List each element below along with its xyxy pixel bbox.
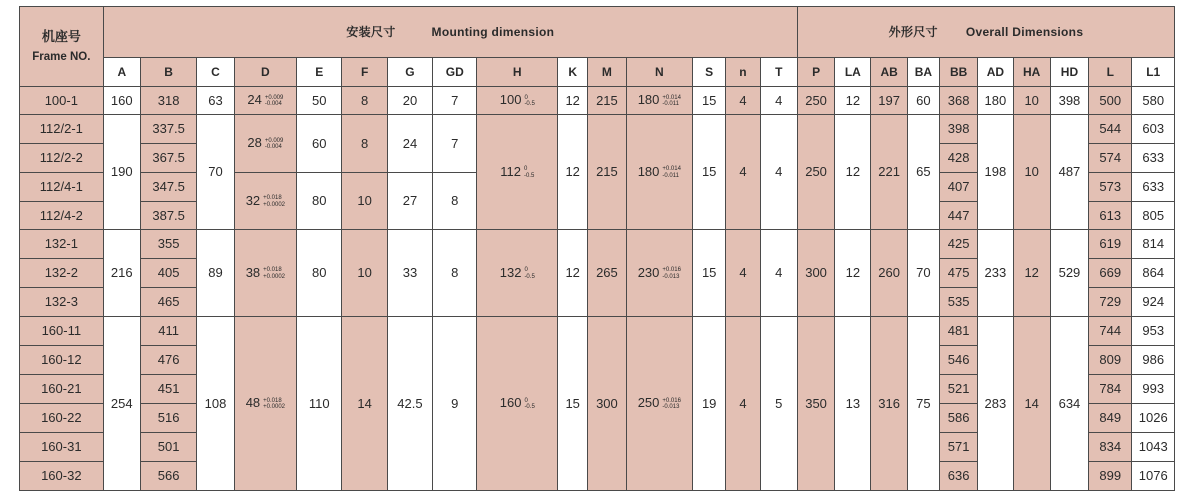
col-header: HA [1013, 58, 1050, 87]
cell-G: 24 [387, 115, 432, 173]
col-header: E [297, 58, 342, 87]
cell-BB: 535 [939, 288, 977, 317]
cell-M: 300 [588, 317, 626, 491]
n-value: 230 [637, 264, 660, 280]
cell-L: 574 [1089, 144, 1132, 173]
frame-cell: 160-11 [20, 317, 104, 346]
cell-GD: 7 [433, 87, 477, 115]
cell-P: 350 [797, 317, 834, 491]
table-row [20, 87, 1175, 115]
d-value: 24 [247, 92, 262, 108]
tol-lower: +0.0002 [263, 404, 286, 411]
table-row [20, 230, 1175, 259]
cell-K: 12 [558, 115, 588, 230]
h-value: 100 [499, 92, 522, 108]
cell-E: 50 [297, 87, 342, 115]
cell-BB: 571 [939, 433, 977, 462]
h-tolerance [524, 95, 534, 108]
cell-B: 516 [140, 404, 196, 433]
cell-S: 15 [693, 230, 726, 317]
tol-upper: +0.018 [263, 397, 282, 404]
cell-D [234, 317, 296, 491]
cell-A: 190 [103, 115, 140, 230]
frame-cell: 112/4-2 [20, 202, 104, 230]
cell-D [234, 87, 296, 115]
cell-C: 63 [197, 87, 234, 115]
d-tolerance [263, 398, 285, 411]
cell-H [477, 230, 558, 317]
cell-BA: 70 [907, 230, 939, 317]
cell-L: 809 [1089, 346, 1132, 375]
cell-HD: 529 [1050, 230, 1088, 317]
cell-D [234, 115, 296, 173]
tol-upper: 0 [523, 166, 528, 173]
col-header: S [693, 58, 726, 87]
cell-B: 501 [140, 433, 196, 462]
cell-B: 411 [140, 317, 196, 346]
cell-L: 613 [1089, 202, 1132, 230]
frame-header-cell [20, 7, 104, 87]
col-header: L [1089, 58, 1132, 87]
tol-upper: 0 [524, 397, 528, 404]
cell-AB: 260 [871, 230, 907, 317]
cell-M: 265 [588, 230, 626, 317]
cell-N [626, 115, 693, 230]
cell-BB: 475 [939, 259, 977, 288]
col-header: AD [978, 58, 1013, 87]
tol-lower: -0.004 [264, 101, 282, 108]
cell-L: 729 [1089, 288, 1132, 317]
cell-G: 20 [387, 87, 432, 115]
cell-GD: 8 [433, 230, 477, 317]
cell-HD: 634 [1050, 317, 1088, 491]
cell-F: 10 [342, 230, 387, 317]
cell-AB: 316 [871, 317, 907, 491]
cell-S: 15 [693, 115, 726, 230]
tol-lower: +0.0002 [263, 201, 286, 208]
tol-upper: +0.018 [263, 267, 282, 274]
cell-L: 899 [1089, 462, 1132, 491]
overall-header-cn: 外形尺寸 [888, 25, 938, 39]
frame-cell: 132-3 [20, 288, 104, 317]
col-header: GD [433, 58, 477, 87]
cell-L: 573 [1089, 173, 1132, 202]
cell-S: 15 [693, 87, 726, 115]
d-tolerance [263, 195, 285, 208]
cell-HA: 12 [1013, 230, 1050, 317]
cell-AD: 233 [978, 230, 1013, 317]
tol-lower: -0.5 [524, 101, 535, 108]
cell-E: 110 [297, 317, 342, 491]
cell-B: 318 [140, 87, 196, 115]
cell-BB: 428 [939, 144, 977, 173]
col-header: M [588, 58, 626, 87]
cell-HA: 10 [1013, 87, 1050, 115]
cell-K: 15 [558, 317, 588, 491]
col-header: K [558, 58, 588, 87]
cell-L1: 1026 [1132, 404, 1175, 433]
mounting-header-en: Mounting dimension [431, 25, 555, 39]
tol-upper: +0.014 [662, 94, 681, 101]
cell-AD: 198 [978, 115, 1013, 230]
col-header: C [197, 58, 234, 87]
col-header: AB [871, 58, 907, 87]
cell-G: 42.5 [387, 317, 432, 491]
col-header: F [342, 58, 387, 87]
cell-BB: 447 [939, 202, 977, 230]
cell-L1: 805 [1132, 202, 1175, 230]
cell-AD: 283 [978, 317, 1013, 491]
cell-L1: 580 [1132, 87, 1175, 115]
h-tolerance [524, 398, 534, 411]
cell-B: 337.5 [140, 115, 196, 144]
cell-GD: 7 [433, 115, 477, 173]
cell-BA: 65 [907, 115, 939, 230]
h-value: 132 [499, 264, 522, 280]
frame-cell: 160-31 [20, 433, 104, 462]
tol-lower: -0.5 [524, 404, 535, 411]
cell-BA: 75 [907, 317, 939, 491]
tol-lower: -0.011 [662, 101, 679, 108]
cell-P: 250 [797, 115, 834, 230]
cell-H [477, 115, 558, 230]
cell-G: 27 [387, 173, 432, 230]
cell-C: 89 [197, 230, 234, 317]
cell-HD: 487 [1050, 115, 1088, 230]
col-header: A [103, 58, 140, 87]
d-tolerance [265, 95, 284, 108]
cell-A: 216 [103, 230, 140, 317]
frame-cell: 100-1 [20, 87, 104, 115]
n-tolerance [662, 95, 681, 108]
cell-G: 33 [387, 230, 432, 317]
cell-C: 108 [197, 317, 234, 491]
n-tolerance [662, 267, 681, 280]
cell-n: 4 [726, 87, 760, 115]
col-header: D [234, 58, 296, 87]
frame-cell: 160-12 [20, 346, 104, 375]
cell-L1: 603 [1132, 115, 1175, 144]
overall-dimension-header [797, 7, 1174, 58]
cell-F: 10 [342, 173, 387, 230]
cell-F: 14 [342, 317, 387, 491]
cell-M: 215 [588, 115, 626, 230]
cell-T: 4 [760, 230, 797, 317]
col-header: LA [835, 58, 871, 87]
cell-L: 669 [1089, 259, 1132, 288]
cell-HA: 10 [1013, 115, 1050, 230]
d-value: 38 [245, 264, 261, 280]
cell-BB: 546 [939, 346, 977, 375]
col-header: T [760, 58, 797, 87]
cell-L: 834 [1089, 433, 1132, 462]
cell-F: 8 [342, 87, 387, 115]
cell-C: 70 [197, 115, 234, 230]
d-value: 48 [245, 395, 261, 411]
frame-cell: 112/2-1 [20, 115, 104, 144]
cell-L: 544 [1089, 115, 1132, 144]
cell-H [477, 317, 558, 491]
cell-GD: 9 [433, 317, 477, 491]
cell-L: 500 [1089, 87, 1132, 115]
col-header: P [797, 58, 834, 87]
cell-BB: 398 [939, 115, 977, 144]
frame-cell: 132-2 [20, 259, 104, 288]
frame-cell: 160-22 [20, 404, 104, 433]
cell-F: 8 [342, 115, 387, 173]
cell-BB: 368 [939, 87, 977, 115]
cell-n: 4 [726, 115, 760, 230]
cell-BB: 407 [939, 173, 977, 202]
cell-N [626, 230, 693, 317]
cell-A: 254 [103, 317, 140, 491]
mounting-header-cn: 安装尺寸 [346, 25, 396, 39]
cell-LA: 12 [835, 115, 871, 230]
cell-LA: 13 [835, 317, 871, 491]
cell-HA: 14 [1013, 317, 1050, 491]
cell-B: 476 [140, 346, 196, 375]
col-header: n [726, 58, 760, 87]
cell-n: 4 [726, 317, 760, 491]
cell-AD: 180 [978, 87, 1013, 115]
cell-LA: 12 [835, 230, 871, 317]
frame-cell: 160-32 [20, 462, 104, 491]
cell-B: 451 [140, 375, 196, 404]
tol-lower: +0.0002 [263, 273, 286, 280]
col-header: HD [1050, 58, 1088, 87]
frame-header-en: Frame NO. [32, 50, 91, 63]
d-tolerance [263, 267, 285, 280]
cell-AB: 197 [871, 87, 907, 115]
h-value: 112 [500, 163, 521, 179]
cell-B: 405 [140, 259, 196, 288]
cell-B: 347.5 [140, 173, 196, 202]
cell-HD: 398 [1050, 87, 1088, 115]
cell-GD: 8 [433, 173, 477, 230]
n-tolerance [662, 398, 681, 411]
cell-M: 215 [588, 87, 626, 115]
col-header: BA [907, 58, 939, 87]
h-value: 160 [499, 395, 522, 411]
col-header: G [387, 58, 432, 87]
cell-AB: 221 [871, 115, 907, 230]
tol-lower: -0.013 [662, 404, 680, 411]
cell-T: 4 [760, 115, 797, 230]
col-header: N [626, 58, 693, 87]
overall-header-en: Overall Dimensions [965, 25, 1084, 39]
cell-D [234, 230, 296, 317]
cell-LA: 12 [835, 87, 871, 115]
cell-L1: 864 [1132, 259, 1175, 288]
cell-BB: 586 [939, 404, 977, 433]
table-row [20, 317, 1175, 346]
cell-L: 744 [1089, 317, 1132, 346]
n-value: 180 [637, 92, 660, 108]
table-row [20, 115, 1175, 144]
n-tolerance [662, 166, 681, 179]
cell-L1: 993 [1132, 375, 1175, 404]
cell-BB: 521 [939, 375, 977, 404]
cell-K: 12 [558, 87, 588, 115]
h-tolerance [524, 267, 534, 280]
tol-lower: -0.011 [662, 172, 679, 179]
tol-upper: +0.009 [264, 94, 284, 101]
frame-header-cn: 机座号 [41, 28, 81, 44]
cell-A: 160 [103, 87, 140, 115]
cell-BB: 636 [939, 462, 977, 491]
cell-T: 5 [760, 317, 797, 491]
d-tolerance [265, 138, 284, 151]
col-header: L1 [1132, 58, 1175, 87]
cell-B: 367.5 [140, 144, 196, 173]
cell-L1: 633 [1132, 173, 1175, 202]
tol-upper: +0.014 [662, 166, 681, 173]
mounting-dimension-header [103, 7, 797, 58]
col-header: B [140, 58, 196, 87]
cell-P: 300 [797, 230, 834, 317]
cell-BB: 425 [939, 230, 977, 259]
cell-S: 19 [693, 317, 726, 491]
col-header: H [477, 58, 558, 87]
cell-L1: 986 [1132, 346, 1175, 375]
tol-lower: -0.5 [524, 273, 535, 280]
tol-upper: 0 [524, 267, 528, 274]
cell-L1: 924 [1132, 288, 1175, 317]
tol-upper: 0 [524, 94, 528, 101]
n-value: 180 [637, 163, 660, 179]
cell-L1: 1076 [1132, 462, 1175, 491]
tol-lower: -0.004 [264, 144, 282, 151]
frame-cell: 112/4-1 [20, 173, 104, 202]
dimension-table [19, 6, 1175, 491]
frame-cell: 160-21 [20, 375, 104, 404]
cell-T: 4 [760, 87, 797, 115]
h-tolerance [524, 166, 534, 179]
cell-L1: 633 [1132, 144, 1175, 173]
frame-cell: 132-1 [20, 230, 104, 259]
cell-H [477, 87, 558, 115]
cell-E: 60 [297, 115, 342, 173]
cell-L: 784 [1089, 375, 1132, 404]
cell-N [626, 87, 693, 115]
cell-L: 619 [1089, 230, 1132, 259]
cell-L1: 1043 [1132, 433, 1175, 462]
cell-D [234, 173, 296, 230]
frame-cell: 112/2-2 [20, 144, 104, 173]
tol-upper: +0.016 [662, 397, 681, 404]
cell-E: 80 [297, 173, 342, 230]
cell-B: 387.5 [140, 202, 196, 230]
cell-K: 12 [558, 230, 588, 317]
cell-L1: 814 [1132, 230, 1175, 259]
column-header-row [20, 58, 1175, 87]
cell-B: 566 [140, 462, 196, 491]
tol-lower: -0.5 [523, 172, 535, 179]
tol-lower: -0.013 [662, 273, 680, 280]
cell-P: 250 [797, 87, 834, 115]
cell-N [626, 317, 693, 491]
cell-L: 849 [1089, 404, 1132, 433]
cell-n: 4 [726, 230, 760, 317]
d-value: 28 [247, 135, 262, 151]
cell-BA: 60 [907, 87, 939, 115]
tol-upper: +0.016 [662, 267, 681, 274]
d-value: 32 [245, 192, 261, 208]
cell-B: 465 [140, 288, 196, 317]
cell-L1: 953 [1132, 317, 1175, 346]
tol-upper: +0.018 [263, 195, 282, 202]
header-row-group [20, 7, 1175, 58]
col-header: BB [939, 58, 977, 87]
cell-E: 80 [297, 230, 342, 317]
tol-upper: +0.009 [264, 137, 284, 144]
cell-B: 355 [140, 230, 196, 259]
n-value: 250 [637, 395, 660, 411]
cell-BB: 481 [939, 317, 977, 346]
